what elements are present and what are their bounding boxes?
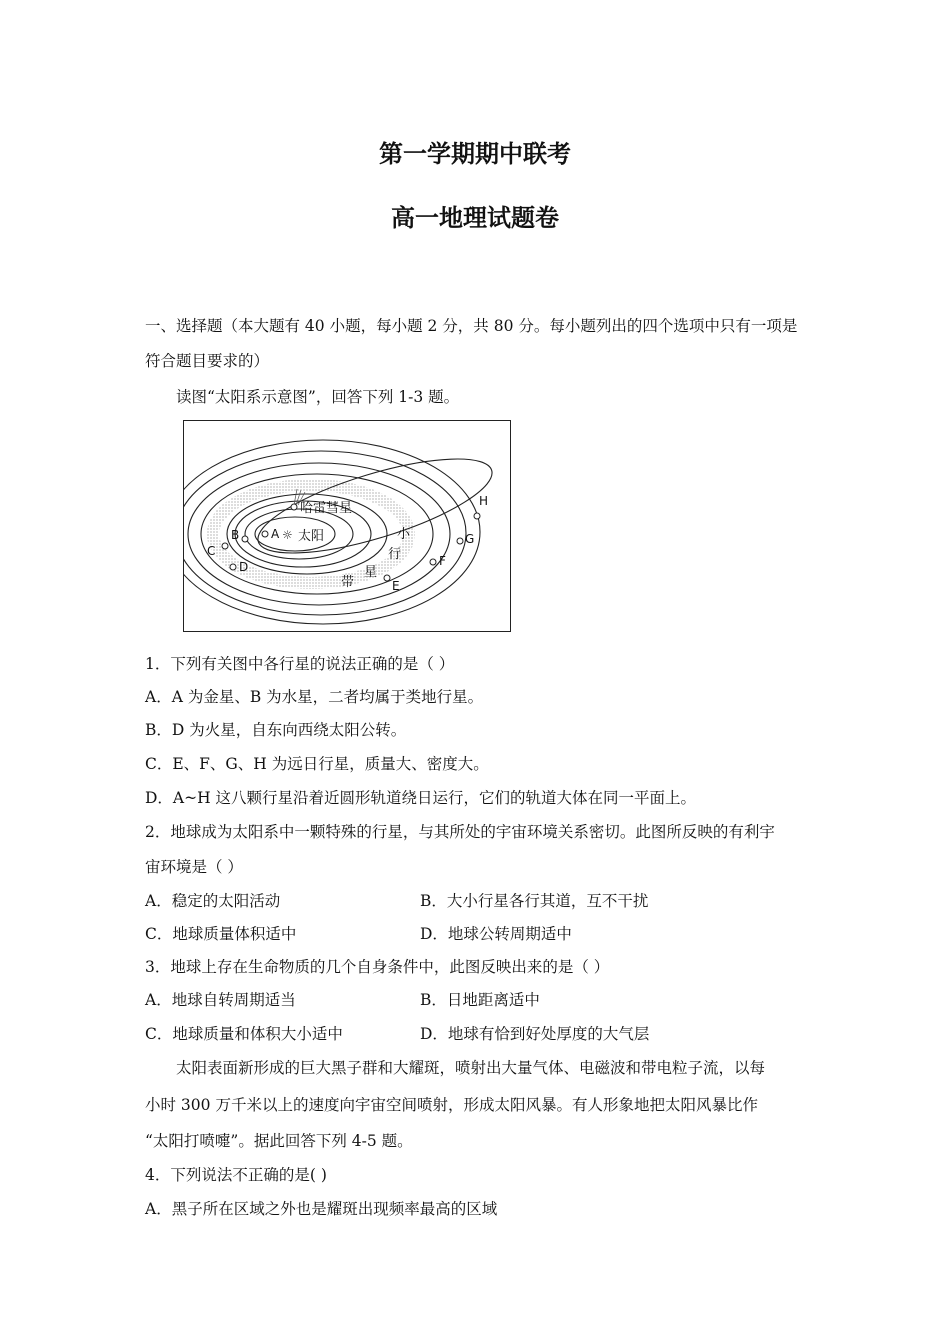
q3-option-d: D．地球有恰到好处厚度的大气层 [420, 1025, 650, 1043]
halley-comet [291, 504, 297, 510]
planet-label-a: A [271, 527, 280, 541]
planet-c [222, 543, 228, 549]
planet-label-c: C [207, 544, 216, 558]
passage-line1: 太阳表面新形成的巨大黑子群和大耀斑，喷射出大量气体、电磁波和带电粒子流，以每 [176, 1059, 766, 1077]
section-intro-line1: 一、选择题（本大题有 40 小题，每小题 2 分，共 80 分。每小题列出的四个选项中只有一项是 [145, 317, 798, 335]
q4-stem: 4．下列说法不正确的是( ) [145, 1166, 327, 1184]
q3-option-c: C．地球质量和体积大小适中 [145, 1025, 343, 1043]
planet-d [230, 564, 236, 570]
planet-h [474, 513, 480, 519]
q3-option-b: B．日地距离适中 [420, 991, 540, 1009]
passage-line3: “太阳打喷嚏”。据此回答下列 4-5 题。 [145, 1132, 413, 1150]
q1-option-c: C．E、F、G、H 为远日行星，质量大、密度大。 [145, 755, 489, 773]
planet-label-g: G [465, 532, 475, 546]
q1-option-d: D．A~H 这八颗行星沿着近圆形轨道绕日运行，它们的轨道大体在同一平面上。 [145, 789, 697, 807]
sun-symbol: ☼ [282, 528, 293, 542]
q2-stem-line1: 2．地球成为太阳系中一颗特殊的行星，与其所处的宇宙环境关系密切。此图所反映的有利宇 [145, 823, 775, 841]
belt-char-1: 小 [397, 527, 411, 542]
comet-label: 哈雷彗星 [300, 501, 353, 516]
planet-g [457, 538, 463, 544]
planet-label-e: E [392, 579, 400, 593]
planet-label-f: F [439, 554, 446, 568]
q3-option-a: A．地球自转周期适当 [145, 991, 296, 1009]
passage-line2: 小时 300 万千米以上的速度向宇宙空间喷射，形成太阳风暴。有人形象地把太阳风暴比作 [145, 1096, 758, 1114]
q1-stem: 1．下列有关图中各行星的说法正确的是（ ） [145, 655, 455, 673]
belt-char-2: 行 [388, 547, 402, 562]
q2-option-c: C．地球质量体积适中 [145, 925, 297, 943]
solar-system-figure [183, 420, 511, 632]
q2-stem-line2: 宙环境是（ ） [145, 858, 243, 876]
q4-option-a: A．黑子所在区域之外也是耀斑出现频率最高的区域 [145, 1200, 498, 1218]
read-prompt: 读图“太阳系示意图”，回答下列 1-3 题。 [176, 388, 460, 406]
planet-label-h: H [479, 494, 489, 508]
title-subject: 高一地理试题卷 [391, 204, 559, 232]
planet-e [384, 575, 390, 581]
section-intro-line2: 符合题目要求的） [145, 352, 270, 370]
q3-stem: 3．地球上存在生命物质的几个自身条件中，此图反映出来的是（ ） [145, 958, 610, 976]
planet-label-d: D [239, 560, 249, 574]
planet-a [262, 531, 268, 537]
q1-option-a: A．A 为金星、B 为水星，二者均属于类地行星。 [145, 688, 484, 706]
sun-label: 太阳 [298, 529, 325, 544]
belt-char-4: 带 [341, 575, 355, 590]
q1-option-b: B．D 为火星，自东向西绕太阳公转。 [145, 721, 407, 739]
q2-option-d: D．地球公转周期适中 [420, 925, 572, 943]
q2-option-b: B．大小行星各行其道，互不干扰 [420, 892, 649, 910]
belt-char-3: 星 [364, 565, 378, 580]
planet-b [242, 536, 248, 542]
planet-label-b: B [231, 528, 240, 542]
q2-option-a: A．稳定的太阳活动 [145, 892, 281, 910]
planet-f [430, 559, 436, 565]
title-exam: 第一学期期中联考 [379, 140, 571, 168]
